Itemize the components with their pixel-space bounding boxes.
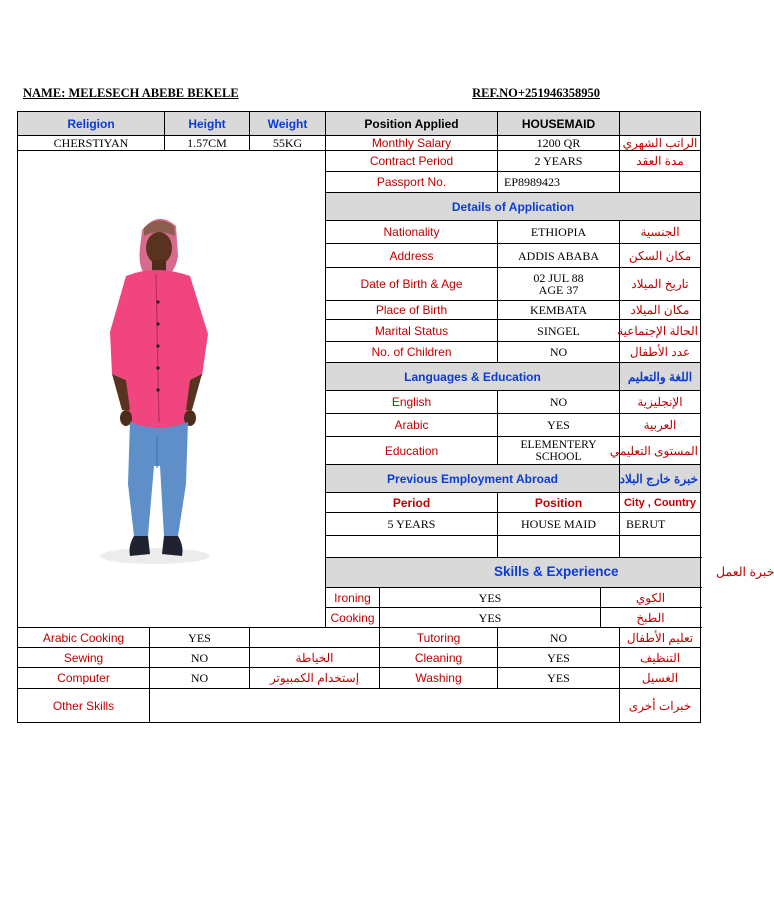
- children-label: No. of Children: [326, 342, 498, 363]
- skill-washing-value: YES: [498, 668, 620, 689]
- other-skills-row: [18, 689, 701, 723]
- application-section-title: Details of Application: [326, 193, 701, 221]
- position-applied-value: HOUSEMAID: [498, 112, 620, 136]
- contract-period-value: 2 YEARS: [498, 151, 620, 172]
- marital-status-label: Marital Status: [326, 320, 498, 342]
- place-of-birth-value: KEMBATA: [498, 301, 620, 320]
- skills-section-arabic: خبرة العمل: [716, 565, 774, 579]
- skills-row: [18, 668, 701, 689]
- skill-computer-arabic: إستخدام الكمبيوتر: [250, 668, 380, 689]
- salary-arabic: الراتب الشهري: [620, 136, 701, 151]
- skill-washing-arabic: الغسيل: [620, 668, 701, 689]
- english-value: NO: [498, 391, 620, 414]
- photo-cell: [18, 151, 326, 628]
- employment-empty-cell: [620, 536, 701, 558]
- children-arabic: عدد الأطفال: [620, 342, 701, 363]
- arabic-value: YES: [498, 414, 620, 437]
- contract-period-arabic: مدة العقد: [620, 151, 701, 172]
- skill-tutoring-arabic: تعليم الأطفال: [620, 628, 701, 648]
- date-of-birth-value: [498, 268, 620, 301]
- employment-location-value: BERUT: [620, 513, 701, 536]
- place-of-birth-label: Place of Birth: [326, 301, 498, 320]
- salary-value: 1200 QR: [498, 136, 620, 151]
- skill-cleaning-value: YES: [498, 648, 620, 668]
- employment-position-header: Position: [498, 493, 620, 513]
- employment-period-header: Period: [326, 493, 498, 513]
- english-label: English: [326, 391, 498, 414]
- place-of-birth-arabic: مكان الميلاد: [620, 301, 701, 320]
- contract-period-row: [18, 151, 701, 172]
- skill-ironing-arabic: الكوي: [601, 588, 701, 608]
- employment-empty-cell: [498, 536, 620, 558]
- contract-period-label: Contract Period: [326, 151, 498, 172]
- cv-table: [17, 111, 774, 723]
- skills-section-title: Skills & Experience: [494, 564, 619, 579]
- header-empty-cell: [620, 112, 701, 136]
- address-label: Address: [326, 244, 498, 268]
- age-value: AGE 37: [538, 283, 579, 297]
- employment-period-value: 5 YEARS: [326, 513, 498, 536]
- nationality-arabic: الجنسية: [620, 221, 701, 244]
- skill-arabic-cooking-arabic: [250, 628, 380, 648]
- address-value: ADDIS ABABA: [498, 244, 620, 268]
- top-values-row: [18, 136, 701, 151]
- skill-tutoring-label: Tutoring: [380, 628, 498, 648]
- skill-sewing-label: Sewing: [18, 648, 150, 668]
- education-label: Education: [326, 437, 498, 465]
- weight-value: 55KG: [250, 136, 326, 151]
- employment-empty-cell: [326, 536, 498, 558]
- religion-header: Religion: [18, 112, 165, 136]
- salary-label: Monthly Salary: [326, 136, 498, 151]
- reference-number: REF.NO+251946358950: [472, 86, 600, 100]
- skill-cooking-value: YES: [380, 608, 601, 628]
- skill-arabic-cooking-label: Arabic Cooking: [18, 628, 150, 648]
- skills-row: [18, 648, 701, 668]
- employment-location-header: City , Country: [620, 493, 701, 513]
- english-arabic: الإنجليزية: [620, 391, 701, 414]
- skill-ironing-label: Ironing: [326, 588, 380, 608]
- birth-date: 02 JUL 88: [533, 271, 584, 285]
- weight-header: Weight: [250, 112, 326, 136]
- skills-row: [18, 628, 701, 648]
- education-level: ELEMENTERY: [520, 438, 597, 451]
- employment-position-value: HOUSE MAID: [498, 513, 620, 536]
- skill-computer-value: NO: [150, 668, 250, 689]
- address-arabic: مكان السكن: [620, 244, 701, 268]
- nationality-value: ETHIOPIA: [498, 221, 620, 244]
- skill-tutoring-value: NO: [498, 628, 620, 648]
- other-skills-value: [150, 689, 620, 723]
- education-arabic: المستوى التعليمي: [620, 437, 701, 465]
- skill-sewing-arabic: الخياطة: [250, 648, 380, 668]
- languages-section-title: Languages & Education: [326, 363, 620, 391]
- skill-arabic-cooking-value: YES: [150, 628, 250, 648]
- arabic-label: Arabic: [326, 414, 498, 437]
- passport-label: Passport No.: [326, 172, 498, 193]
- skill-ironing-value: YES: [380, 588, 601, 608]
- skill-cleaning-label: Cleaning: [380, 648, 498, 668]
- education-level-suffix: SCHOOL: [535, 450, 582, 463]
- applicant-figure: [30, 184, 313, 594]
- nationality-label: Nationality: [326, 221, 498, 244]
- applicant-photo: [30, 184, 313, 594]
- education-value: [498, 437, 620, 465]
- height-value: 1.57CM: [165, 136, 250, 151]
- employment-section-arabic: خبرة خارج البلاد: [620, 465, 701, 493]
- employment-section-title: Previous Employment Abroad: [326, 465, 620, 493]
- skill-cooking-arabic: الطبخ: [601, 608, 701, 628]
- skill-cleaning-arabic: التنظيف: [620, 648, 701, 668]
- applicant-name: NAME: MELESECH ABEBE BEKELE: [23, 86, 239, 100]
- skill-cooking-label: Cooking: [326, 608, 380, 628]
- arabic-arabic: العربية: [620, 414, 701, 437]
- languages-section-arabic: اللغة والتعليم: [620, 363, 701, 391]
- skill-washing-label: Washing: [380, 668, 498, 689]
- children-value: NO: [498, 342, 620, 363]
- other-skills-label: Other Skills: [18, 689, 150, 723]
- date-of-birth-label: Date of Birth & Age: [326, 268, 498, 301]
- date-of-birth-arabic: تاريخ الميلاد: [620, 268, 701, 301]
- skill-computer-label: Computer: [18, 668, 150, 689]
- top-header-row: [18, 112, 701, 136]
- marital-status-arabic: الحالة الإجتماعية: [620, 320, 701, 342]
- height-header: Height: [165, 112, 250, 136]
- marital-status-value: SINGEL: [498, 320, 620, 342]
- passport-value: EP8989423: [498, 172, 620, 193]
- passport-empty-cell: [620, 172, 701, 193]
- other-skills-arabic: خبرات أخرى: [620, 689, 701, 723]
- religion-value: CHERSTIYAN: [18, 136, 165, 151]
- skills-section-bar: [326, 558, 774, 588]
- position-applied-label: Position Applied: [326, 112, 498, 136]
- skill-sewing-value: NO: [150, 648, 250, 668]
